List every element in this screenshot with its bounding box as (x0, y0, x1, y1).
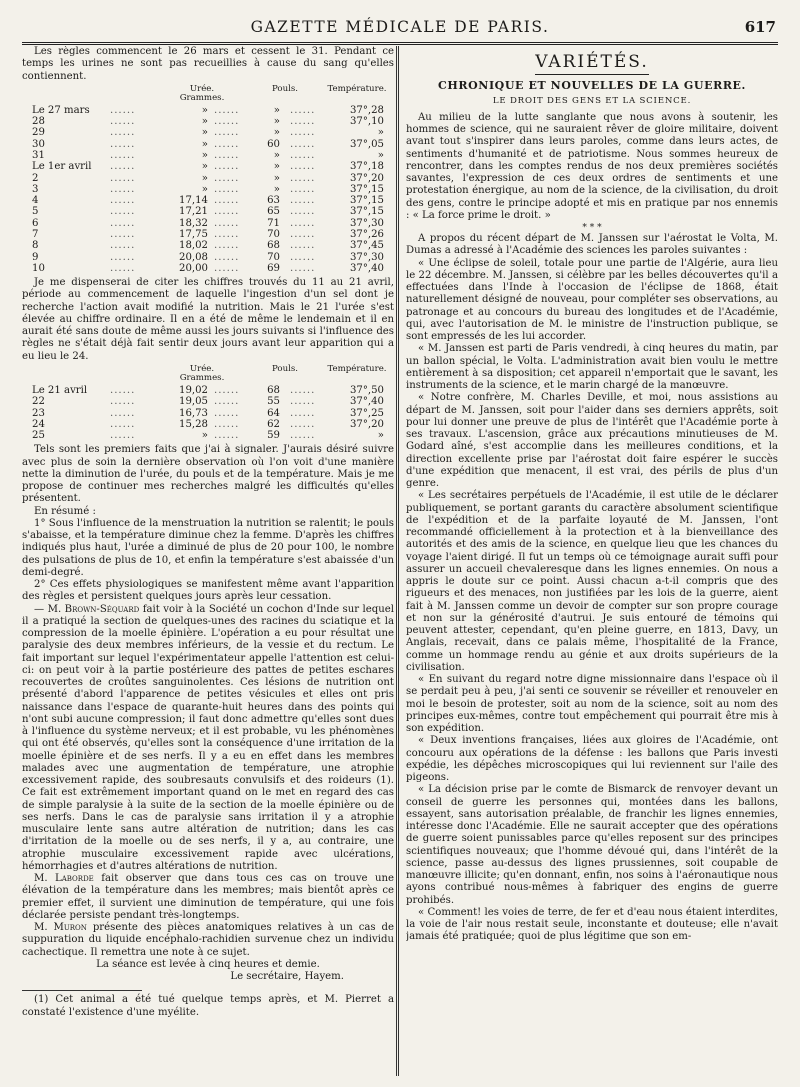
paragraph-3: « Une éclipse de soleil, totale pour une partie de l'Algérie, aura lieu le 22 décembre. M. Janssen, si célèbre par les belles découvertes qu'il a effectuées dans l'Inde à l'occasion de l'éclipse de 1868, était naturellement désigné de nouveau, pour compléter ses observations, au patronage et au concours du bureau des longitudes et de l'Académie, qui, avec l'autorisation de M. le ministre de l'instruction publique, se sont empressés de les lui accorder. (406, 257, 778, 342)
leader-dots: ...... (110, 418, 136, 430)
col-temperature: Température. (327, 363, 387, 374)
table-row (22, 419, 394, 430)
temperature-cell: 37°,05 (349, 138, 384, 150)
paragraph-6: « Les secrétaires perpétuels de l'Académie, il est utile de le déclarer publiquement, se portant garants du caractère absolument scientifique de l'expédition et de la parfaite loyauté de M. Janssen, l'ont recommandé officiellement à la protection et à la bienveillance des autorités et des amis de la science, en quelque lieu que les chances du voyage l'aient dirigé. Il fut un temps où ce témoignage aurait suffi pour assurer un accueil chevaleresque dans les lignes ennemies. On nous a appris le doute sur ce point. Aussi chacun a-t-il compris que des rigueurs et des menaces, non justifiées par les lois de la guerre, aient fait à M. Janssen comme un devoir de compter sur son propre courage et non sur la générosité d'autrui. Je suis entouré de témoins qui peuvent attester, cependant, qu'en pleine guerre, en 1813, Davy, un Anglais, recevait, dans ce palais même, l'hospitalité de la France, comme un hommage rendu au génie et aux droits supérieurs de la civilisation. (406, 490, 778, 673)
uree-cell: » (201, 430, 208, 442)
pouls-cell: » (273, 104, 280, 116)
day-cell: 22 (32, 396, 45, 408)
col-pouls: Pouls. (271, 83, 299, 94)
rubric-title (406, 52, 778, 72)
uree-cell: » (201, 116, 208, 128)
leader-dots: ...... (110, 396, 136, 408)
day-cell: 30 (32, 138, 45, 150)
pouls-cell: 60 (267, 138, 280, 150)
pouls-cell: 68 (267, 240, 280, 252)
leader-dots: ...... (214, 407, 240, 419)
table-header (22, 85, 394, 105)
paragraph-10: « Comment! les voies de terre, de fer et d'eau nous étaient interdites, la voie de l'air nous restait seule, inconstante et douteuse; elle n'avait jamais été pratiquée; quoi de plus légitime que son em- (406, 906, 778, 943)
leader-dots: ...... (214, 217, 240, 229)
day-cell: 10 (32, 262, 45, 274)
leader-dots: ...... (290, 127, 316, 139)
day-cell: 23 (32, 407, 45, 419)
table-header (22, 365, 394, 385)
leader-dots: ...... (110, 161, 136, 173)
resume-point-1: 1° Sous l'influence de la menstruation la nutrition se ralentit; le pouls s'abaisse, et la température diminue chez la femme. D'après les chiffres indiqués plus haut, l'urée a diminué de plus de 20 pour 100, le nombre des pulsations de plus de 10, et enfin la température s'est abaissée d'un demi-degré. (22, 517, 394, 578)
uree-cell: 18,32 (179, 217, 208, 229)
leader-dots: ...... (110, 149, 136, 161)
uree-cell: » (201, 172, 208, 184)
paragraph-dispenserai: Je me dispenserai de citer les chiffres trouvés du 11 au 21 avril, période au commencement de laquelle l'ingestion d'un sel dont je recherche l'action avait modifié la nutrition. Mais le 21 l'urée s'est élevée au chiffre ordinaire. Il en a été de même le lendemain et il en aurait été sans doute de même aussi les jours suivants si l'influence des règles ne s'était déjà fait sentir deux jours avant leur apparition qui a eu lieu le 24. (22, 277, 394, 362)
leader-dots: ...... (214, 161, 240, 173)
uree-cell: » (201, 183, 208, 195)
leader-dots: ...... (290, 183, 316, 195)
table-row (22, 385, 394, 396)
table-row (22, 240, 394, 251)
section-title: CHRONIQUE ET NOUVELLES DE LA GUERRE. (438, 79, 746, 93)
leader-dots: ...... (290, 430, 316, 442)
speaker-brown-sequard: M. Brown-Séquard (47, 603, 140, 615)
leader-dots: ...... (110, 251, 136, 263)
pouls-cell: 63 (267, 195, 280, 207)
uree-cell: 16,73 (179, 407, 208, 419)
leader-dots: ...... (290, 240, 316, 252)
table-row (22, 396, 394, 407)
leader-dots: ...... (290, 396, 316, 408)
page-number: 617 (744, 18, 776, 36)
leader-dots: ...... (290, 251, 316, 263)
leader-dots: ...... (110, 384, 136, 396)
pouls-cell: 70 (267, 251, 280, 263)
leader-dots: ...... (214, 206, 240, 218)
resume-heading: En résumé : (34, 505, 96, 517)
day-cell: 29 (32, 127, 45, 139)
col-uree: Urée. (189, 363, 215, 374)
table-row (22, 195, 394, 206)
day-cell: 28 (32, 116, 45, 128)
pouls-cell: » (273, 161, 280, 173)
leader-dots: ...... (214, 183, 240, 195)
leader-dots: ...... (290, 161, 316, 173)
table-row (22, 263, 394, 274)
temperature-cell: 37°,18 (349, 161, 384, 173)
column-divider (396, 46, 399, 1076)
leader-dots: ...... (110, 430, 136, 442)
secretary-signature: Le secrétaire, Hayem. (230, 971, 344, 983)
day-cell: 5 (32, 206, 39, 218)
uree-cell: » (201, 138, 208, 150)
leader-dots: ...... (214, 240, 240, 252)
uree-cell: 18,02 (179, 240, 208, 252)
leader-dots: ...... (290, 138, 316, 150)
paragraph-premiers-faits: Tels sont les premiers faits que j'ai à signaler. J'aurais désiré suivre avec plus de soin la dernière observation où l'on voit d'une manière nette la diminution de l'urée, du pouls et de la température. Mais je me propose de continuer mes recherches malgré les difficultés qu'elles présentent. (22, 444, 394, 505)
col-grammes: Grammes. (179, 372, 225, 383)
session-closed: La séance est levée à cinq heures et demie. (96, 958, 320, 970)
leader-dots: ...... (214, 262, 240, 274)
leader-dots: ...... (110, 217, 136, 229)
col-grammes: Grammes. (179, 92, 225, 103)
paragraph-laborde (22, 873, 394, 922)
paragraph-8: « Deux inventions françaises, liées aux gloires de l'Académie, ont concouru aux opérations de la défense : les ballons que Paris investi expédie, les dépêches microscopiques qui lui reviennent sur l'aile des pigeons. (406, 735, 778, 783)
pouls-cell: » (273, 183, 280, 195)
uree-cell: » (201, 149, 208, 161)
pouls-cell: » (273, 172, 280, 184)
leader-dots: ...... (290, 104, 316, 116)
pouls-cell: 64 (267, 407, 280, 419)
temperature-cell: 37°,15 (349, 183, 384, 195)
page-header (22, 12, 778, 45)
leader-dots: ...... (290, 217, 316, 229)
table-body (22, 105, 394, 274)
pouls-cell: 55 (267, 396, 280, 408)
table-row (22, 218, 394, 229)
table-row (22, 161, 394, 172)
leader-dots: ...... (110, 407, 136, 419)
temperature-cell: 37°,30 (349, 251, 384, 263)
day-cell: 6 (32, 217, 39, 229)
table-row (22, 116, 394, 127)
asterism: * * * (582, 223, 602, 233)
leader-dots: ...... (290, 384, 316, 396)
pouls-cell: » (273, 116, 280, 128)
uree-cell: 17,21 (179, 206, 208, 218)
intro-paragraph: Les règles commencent le 26 mars et cessent le 31. Pendant ce temps les urines ne sont pas recueillies à cause du sang qu'elles contiennent. (22, 46, 394, 82)
day-cell: 31 (32, 149, 45, 161)
leader-dots: ...... (290, 149, 316, 161)
right-column (406, 46, 778, 1078)
temperature-cell: » (377, 127, 384, 139)
table-row (22, 127, 394, 138)
leader-dots: ...... (214, 396, 240, 408)
table-row (22, 408, 394, 419)
paragraph-2: A propos du récent départ de M. Janssen sur l'aérostat le Volta, M. Dumas a adressé à l'Académie des sciences les paroles suivantes : (406, 233, 778, 257)
paragraph-5: « Notre confrère, M. Charles Deville, et moi, nous assistions au départ de M. Janssen, soit pour l'aider dans ses derniers apprêts, soit pour lui donner une preuve de plus de l'intérêt que l'Académie porte à ses travaux. L'ascension, grâce aux précautions minutieuses de M. Godard aîné, s'est accomplie dans les meilleures conditions, et la direction excellente prise par l'aérostat doit faire espérer le succès d'une expédition que menacent, il est vrai, des périls de plus d'un genre. (406, 392, 778, 489)
leader-dots: ...... (214, 229, 240, 241)
leader-dots: ...... (290, 206, 316, 218)
temperature-cell: 37°,50 (349, 384, 384, 396)
journal-title: GAZETTE MÉDICALE DE PARIS. (250, 18, 550, 36)
col-uree: Urée. (189, 83, 215, 94)
day-cell: 7 (32, 229, 39, 241)
day-cell: Le 1er avril (32, 161, 92, 173)
pouls-cell: 65 (267, 206, 280, 218)
leader-dots: ...... (110, 138, 136, 150)
uree-cell: » (201, 127, 208, 139)
leader-dots: ...... (214, 127, 240, 139)
leader-dots: ...... (110, 229, 136, 241)
col-temperature: Température. (327, 83, 387, 94)
paragraph-4: « M. Janssen est parti de Paris vendredi, à cinq heures du matin, par un ballon spécial, le Volta. L'administration avait bien voulu le mettre entièrement à sa disposition; cet appareil n'emportait que le savant, les instruments de la science, et le marin chargé de la manœuvre. (406, 343, 778, 391)
day-cell: 8 (32, 240, 39, 252)
temperature-cell: 37°,45 (349, 240, 384, 252)
leader-dots: ...... (290, 229, 316, 241)
table-row (22, 139, 394, 150)
uree-cell: » (201, 104, 208, 116)
pouls-cell: 71 (267, 217, 280, 229)
speaker-laborde: M. Laborde (34, 873, 94, 885)
footnote-rule (22, 990, 142, 991)
left-column (22, 46, 394, 1078)
table-row (22, 184, 394, 195)
temperature-cell: 37°,20 (349, 172, 384, 184)
temperature-cell: » (377, 430, 384, 442)
pouls-cell: 70 (267, 229, 280, 241)
uree-cell: 15,28 (179, 418, 208, 430)
resume-point-2: 2° Ces effets physiologiques se manifestent même avant l'apparition des règles et persistent quelques jours après leur cessation. (22, 579, 394, 603)
temperature-cell: 37°,15 (349, 206, 384, 218)
uree-cell: 19,05 (179, 396, 208, 408)
col-pouls: Pouls. (271, 363, 299, 374)
pouls-cell: 62 (267, 418, 280, 430)
leader-dots: ...... (214, 251, 240, 263)
laborde-text: fait observer que dans tous ces cas on trouve une élévation de la température dans les membres; mais bientôt après ce premier effet, il survient une diminution de température, qui une fois déclarée persiste pendant très-longtemps. (22, 873, 394, 921)
speaker-muron: M. Muron (34, 922, 87, 934)
leader-dots: ...... (110, 104, 136, 116)
pouls-cell: » (273, 127, 280, 139)
leader-dots: ...... (214, 149, 240, 161)
paragraph-brown-sequard: — M. Brown-Séquard fait voir à la Société un cochon d'Inde sur lequel il a pratiqué la section de quelques-unes des racines du sciatique et la compression de la moelle épinière. L'opération a eu pour résultat une paralysie des deux membres inférieurs, de la vessie et du rectum. Le fait important sur lequel l'expérimentateur appelle l'attention est celui-ci: on peut voir à la partie postérieure des pattes de petites eschares recouvertes de croûtes sanguinolentes. Ces lésions de nutrition ont présenté d'abord l'apparence de petites vésicules et elles ont pris naissance dans l'espace de quarante-huit heures dans des points qui n'ont subi aucune compression; il faut donc admettre qu'elles sont dues à l'influence du système nerveux; et il est probable, vu les phénomènes qui ont été observés, qu'elles sont la conséquence d'une irritation de la moelle épinière et de ses nerfs. Il y a eu en effet dans les membres malades avec une augmentation de température, une atrophie excessivement rapide, des soubresauts convulsifs et des roideurs (1). Ce fait est extrêmement important quand on le met en regard des cas de simple paralysie à la suite de la section de la moelle épinière ou de ses nerfs. Dans le cas de paralysie sans irritation il y a atrophie musculaire lente sans autre altération de nutrition; dans les cas d'irritation de la moelle ou de ses nerfs, il y a, au contraire, une atrophie musculaire excessivement rapide avec ulcérations, hémorrhagies et d'autres altérations de nutrition. (22, 603, 394, 872)
table-row (22, 206, 394, 217)
leader-dots: ...... (110, 240, 136, 252)
leader-dots: ...... (290, 262, 316, 274)
leader-dots: ...... (214, 384, 240, 396)
temperature-cell: 37°,30 (349, 217, 384, 229)
day-cell: Le 27 mars (32, 104, 90, 116)
pouls-cell: 59 (267, 430, 280, 442)
temperature-cell: 37°,25 (349, 407, 384, 419)
leader-dots: ...... (214, 138, 240, 150)
temperature-cell: 37°,26 (349, 229, 384, 241)
leader-dots: ...... (110, 206, 136, 218)
temperature-cell: 37°,40 (349, 396, 384, 408)
paragraph-7: « En suivant du regard notre digne missionnaire dans l'espace où il se perdait peu à peu, j'ai senti ce souvenir se réveiller et renouveler en moi le besoin de protester, soit au nom de la science, soit au nom des principes eux-mêmes, contre tout empêchement qui pourrait être mis à son expédition. (406, 674, 778, 734)
table-row (22, 150, 394, 161)
uree-cell: » (201, 161, 208, 173)
muron-text: présente des pièces anatomiques relatives à un cas de suppuration du liquide encéphalo-rachidien survenue chez un individu cachectique. Il remettra une note à ce sujet. (22, 922, 394, 958)
temperature-cell: » (377, 149, 384, 161)
uree-cell: 20,08 (179, 251, 208, 263)
paragraph-9: « La décision prise par le comte de Bismarck de renvoyer devant un conseil de guerre les personnes qui, montées dans les ballons, essayent, sans autorisation préalable, de franchir les lignes ennemies, intéresse donc l'Académie. Elle ne saurait accepter que des opérations de guerre soient punissables parce qu'elles reposent sur des principes scientifiques nouveaux; que l'homme dévoué qui, dans l'intérêt de la science, passe au-dessus des lignes prussiennes, soit coupable de manœuvre illicite; qu'en donnant, enfin, nos soins à l'aéronautique nous ayons contribué nous-mêmes à fabriquer des engins de guerre prohibés. (406, 784, 778, 906)
brown-sequard-text: fait voir à la Société un cochon d'Inde sur lequel il a pratiqué la section de quelques-unes des racines du sciatique et la compression de la moelle épinière. L'opération a eu pour résultat une paralysie des deux membres inférieurs, de la vessie et du rectum. Le fait important sur lequel l'expérimentateur appelle l'attention est celui-ci: on peut voir à la partie postérieure des pattes de petites eschares recouvertes de croûtes sanguinolentes. Ces lésions de nutrition ont présenté d'abord l'apparence de petites vésicules et elles ont pris naissance dans l'espace de quarante-huit heures dans des points qui n'ont subi aucune compression; il faut donc admettre qu'elles sont dues à l'influence du système nerveux; et il est probable, vu les phénomènes qui ont été observés, qu'elles sont la conséquence d'une irritation de la moelle épinière et de ses nerfs. Il y a eu en effet dans les membres malades avec une augmentation de température, une atrophie excessivement rapide, des soubresauts convulsifs et des roideurs (1). Ce fait est extrêmement important quand on le met en regard des cas de simple paralysie à la suite de la section de la moelle épinière ou de ses nerfs. Dans le cas de paralysie sans irritation il y a atrophie musculaire lente sans autre altération de nutrition; dans les cas d'irritation de la moelle ou de ses nerfs, il y a, au contraire, une atrophie musculaire excessivement rapide avec ulcérations, hémorrhagies et d'autres altérations de nutrition. (22, 603, 394, 872)
leader-dots: ...... (214, 104, 240, 116)
leader-dots: ...... (290, 172, 316, 184)
leader-dots: ...... (214, 418, 240, 430)
leader-dots: ...... (290, 418, 316, 430)
day-cell: 2 (32, 172, 39, 184)
day-cell: 25 (32, 430, 45, 442)
table-row (22, 430, 394, 441)
uree-cell: 17,75 (179, 229, 208, 241)
day-cell: Le 21 avril (32, 384, 88, 396)
leader-dots: ...... (214, 195, 240, 207)
day-cell: 3 (32, 183, 39, 195)
leader-dots: ...... (110, 183, 136, 195)
leader-dots: ...... (110, 116, 136, 128)
uree-cell: 19,02 (179, 384, 208, 396)
uree-cell: 20,00 (179, 262, 208, 274)
paragraph-muron (22, 922, 394, 959)
temperature-cell: 37°,28 (349, 104, 384, 116)
leader-dots: ...... (110, 195, 136, 207)
table-row (22, 229, 394, 240)
temperature-cell: 37°,15 (349, 195, 384, 207)
table-row (22, 252, 394, 263)
pouls-cell: 68 (267, 384, 280, 396)
day-cell: 4 (32, 195, 39, 207)
leader-dots: ...... (214, 172, 240, 184)
leader-dots: ...... (110, 127, 136, 139)
subsection-title: LE DROIT DES GENS ET LA SCIENCE. (492, 95, 692, 106)
paragraph-1: Au milieu de la lutte sanglante que nous avons à soutenir, les hommes de science, qui ne sauraient rêver de gloire militaire, doivent avant tout s'inspirer dans leurs paroles, comme dans leurs actes, de sentiments d'humanité et de patriotisme. Nous sommes heureux de rencontrer, dans les comptes rendus de nos deux premières sociétés savantes, l'expression de ces deux ordres de sentiments et une protestation énergique, au nom de la science, de la civilisation, du droit des gens, contre le principe adopté et mis en pratique par nos ennemis : « La force prime le droit. » (406, 111, 778, 221)
table-row (22, 105, 394, 116)
leader-dots: ...... (214, 116, 240, 128)
leader-dots: ...... (290, 116, 316, 128)
footnote: (1) Cet animal a été tué quelque temps après, et M. Pierret a constaté l'existence d'une myélite. (22, 994, 394, 1018)
temperature-cell: 37°,40 (349, 262, 384, 274)
temperature-cell: 37°,20 (349, 418, 384, 430)
pouls-cell: 69 (267, 262, 280, 274)
leader-dots: ...... (214, 430, 240, 442)
leader-dots: ...... (110, 262, 136, 274)
leader-dots: ...... (110, 172, 136, 184)
table-row (22, 173, 394, 184)
leader-dots: ...... (290, 195, 316, 207)
table-april (22, 365, 394, 441)
pouls-cell: » (273, 149, 280, 161)
day-cell: 24 (32, 418, 45, 430)
uree-cell: 17,14 (179, 195, 208, 207)
leader-dots: ...... (290, 407, 316, 419)
table-march-april (22, 85, 394, 274)
temperature-cell: 37°,10 (349, 116, 384, 128)
day-cell: 9 (32, 251, 39, 263)
rubric-text: VARIÉTÉS. (535, 52, 649, 75)
table-body (22, 385, 394, 441)
